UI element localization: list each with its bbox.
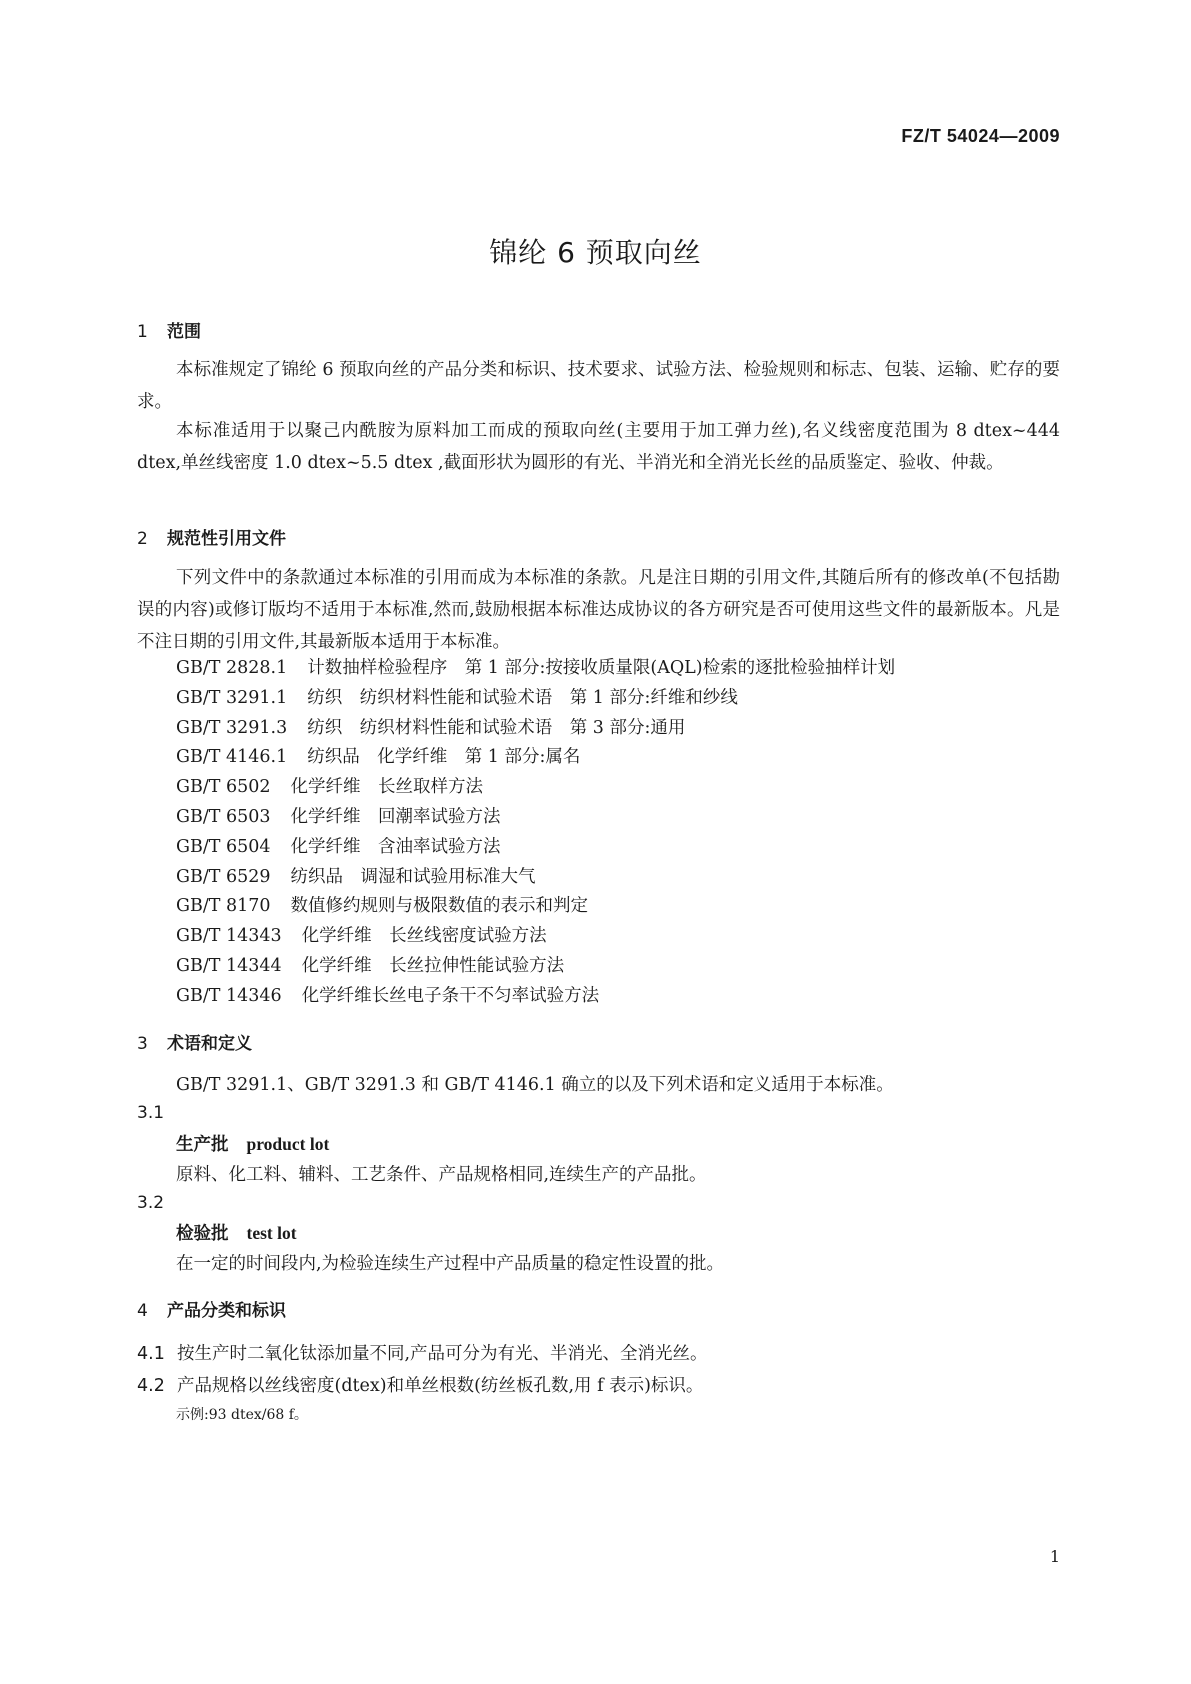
reference-item xyxy=(176,777,483,797)
reference-item xyxy=(176,986,599,1006)
reference-title: 数值修约规则与极限数值的表示和判定 xyxy=(290,896,589,917)
reference-code: GB/T 3291.1 xyxy=(176,687,288,708)
reference-title: 纺织品 化学纤维 第 1 部分:属名 xyxy=(307,747,581,768)
reference-code: GB/T 14344 xyxy=(176,956,282,976)
reference-title: 化学纤维 长丝线密度试验方法 xyxy=(301,926,547,947)
reference-item xyxy=(176,956,564,976)
section-number: 3 xyxy=(137,1034,148,1054)
reference-code: GB/T 4146.1 xyxy=(176,747,288,768)
term-chinese: 生产批 xyxy=(176,1135,229,1155)
section-4-heading xyxy=(137,1296,286,1321)
reference-title: 化学纤维 回潮率试验方法 xyxy=(290,807,501,827)
reference-code: GB/T 3291.3 xyxy=(176,717,288,738)
reference-item xyxy=(176,867,536,887)
clause-number: 4.2 xyxy=(137,1376,165,1396)
section-number: 2 xyxy=(137,529,148,549)
section-title: 术语和定义 xyxy=(167,1034,252,1054)
reference-item xyxy=(176,837,501,857)
document-title: 锦纶 6 预取向丝 xyxy=(489,236,702,269)
term-number: 3.1 xyxy=(137,1103,165,1123)
term-chinese: 检验批 xyxy=(176,1224,229,1244)
reference-title: 计数抽样检验程序 第 1 部分:按接收质量限(AQL)检索的逐批检验抽样计划 xyxy=(307,658,896,678)
section-title: 规范性引用文件 xyxy=(167,529,286,549)
section-3-paragraph-1: GB/T 3291.1、GB/T 3291.3 和 GB/T 4146.1 确立的以及下列术语和定义适用于本标准。 xyxy=(176,1075,894,1095)
term-english: product lot xyxy=(246,1134,330,1154)
section-3-heading xyxy=(137,1029,252,1054)
reference-code: GB/T 2828.1 xyxy=(176,658,288,678)
reference-title: 纺织 纺织材料性能和试验术语 第 3 部分:通用 xyxy=(307,717,686,738)
term-english: test lot xyxy=(246,1223,297,1243)
clause-number: 4.1 xyxy=(137,1344,165,1364)
reference-item xyxy=(176,896,588,916)
reference-code: GB/T 6529 xyxy=(176,866,271,887)
reference-title: 纺织品 调湿和试验用标准大气 xyxy=(290,866,536,887)
term-name xyxy=(176,1220,297,1245)
section-1-heading xyxy=(137,317,201,342)
reference-item xyxy=(176,747,580,767)
reference-code: GB/T 14346 xyxy=(176,985,282,1006)
section-number: 4 xyxy=(137,1301,148,1321)
term-number: 3.2 xyxy=(137,1193,165,1213)
term-name xyxy=(176,1131,329,1156)
section-number: 1 xyxy=(137,322,148,342)
term-definition: 原料、化工料、辅料、工艺条件、产品规格相同,连续生产的产品批。 xyxy=(176,1165,707,1185)
section-title: 范围 xyxy=(167,322,201,342)
reference-title: 纺织 纺织材料性能和试验术语 第 1 部分:纤维和纱线 xyxy=(307,687,738,708)
clause-4-2 xyxy=(137,1372,703,1397)
reference-code: GB/T 6502 xyxy=(176,777,271,798)
reference-item xyxy=(176,926,547,946)
reference-item xyxy=(176,807,501,827)
standard-code: FZ/T 54024—2009 xyxy=(901,126,1060,146)
clause-text: 按生产时二氧化钛添加量不同,产品可分为有光、半消光、全消光丝。 xyxy=(177,1344,708,1364)
reference-code: GB/T 14343 xyxy=(176,926,282,947)
reference-code: GB/T 8170 xyxy=(176,896,271,917)
reference-title: 化学纤维 含油率试验方法 xyxy=(290,836,501,857)
section-1-paragraph-2: 本标准适用于以聚己内酰胺为原料加工而成的预取向丝(主要用于加工弹力丝),名义线密度范围为 8 dtex~444 dtex,单丝线密度 1.0 dtex~5.5 dtex ,截面形状为圆形的有光、半消光和全消光长丝的品质鉴定、验收、仲裁。 xyxy=(137,421,1060,473)
reference-title: 化学纤维 长丝拉伸性能试验方法 xyxy=(301,956,565,976)
reference-title: 化学纤维长丝电子条干不匀率试验方法 xyxy=(301,985,600,1006)
term-definition: 在一定的时间段内,为检验连续生产过程中产品质量的稳定性设置的批。 xyxy=(176,1254,725,1274)
section-title: 产品分类和标识 xyxy=(167,1301,286,1321)
reference-code: GB/T 6504 xyxy=(176,836,271,857)
section-2-paragraph-1: 下列文件中的条款通过本标准的引用而成为本标准的条款。凡是注日期的引用文件,其随后所有的修改单(不包括勘误的内容)或修订版均不适用于本标准,然而,鼓励根据本标准达成协议的各方研究是否可使用这些文件的最新版本。凡是不注日期的引用文件,其最新版本适用于本标准。 xyxy=(137,568,1060,652)
example-note: 示例:93 dtex/68 f。 xyxy=(176,1407,308,1423)
reference-item xyxy=(176,688,738,708)
page-number: 1 xyxy=(1049,1547,1060,1566)
reference-item xyxy=(176,658,895,678)
clause-text: 产品规格以丝线密度(dtex)和单丝根数(纺丝板孔数,用 f 表示)标识。 xyxy=(177,1376,704,1396)
section-2-heading xyxy=(137,524,286,549)
reference-item xyxy=(176,718,685,738)
clause-4-1 xyxy=(137,1340,708,1365)
reference-code: GB/T 6503 xyxy=(176,807,271,827)
reference-title: 化学纤维 长丝取样方法 xyxy=(290,777,484,798)
section-1-paragraph-1: 本标准规定了锦纶 6 预取向丝的产品分类和标识、技术要求、试验方法、检验规则和标志、包装、运输、贮存的要求。 xyxy=(137,360,1060,412)
